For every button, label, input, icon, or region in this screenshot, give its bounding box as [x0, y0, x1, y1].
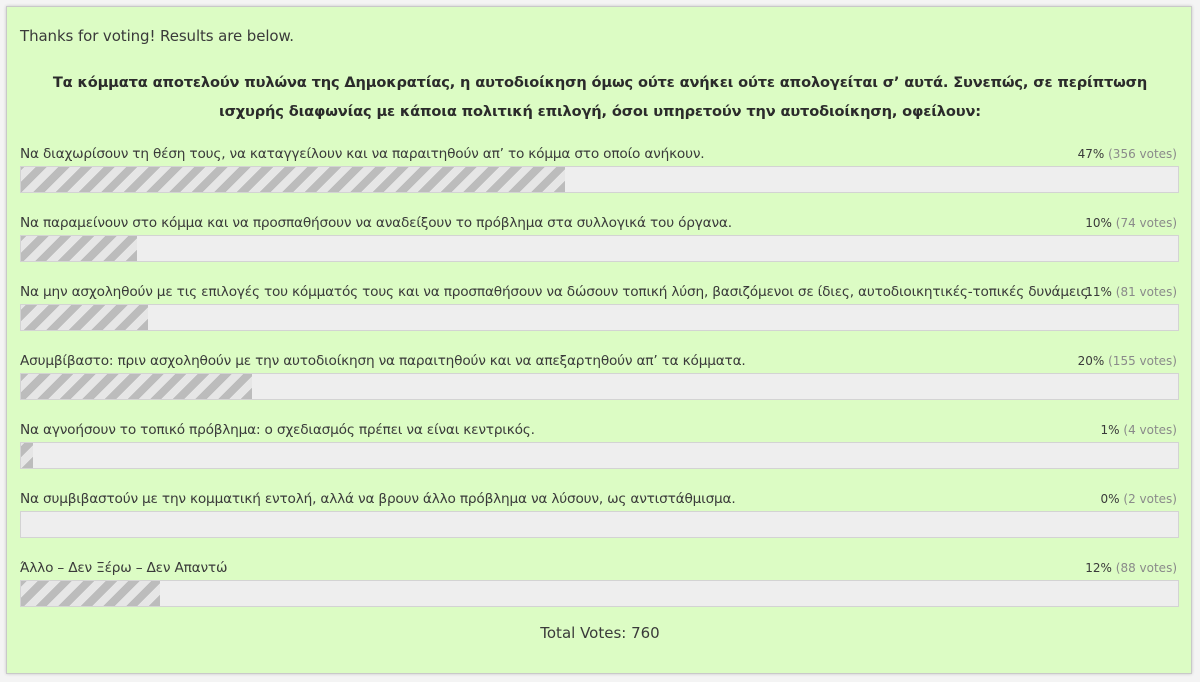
result-bar: [20, 511, 1179, 538]
answer-percent: 20%: [1077, 354, 1105, 368]
answer-votes: (88 votes): [1115, 561, 1177, 575]
answer-result: [1085, 285, 1177, 299]
answer-result: [1101, 423, 1177, 437]
answer-item: [20, 560, 1179, 620]
result-bar-fill: [21, 236, 137, 261]
answer-item: [20, 353, 1179, 413]
result-bar: [20, 442, 1179, 469]
answer-result: [1085, 216, 1177, 230]
answer-votes: (155 votes): [1108, 354, 1177, 368]
result-bar-fill: [21, 443, 33, 468]
answer-percent: 10%: [1085, 216, 1112, 230]
result-bar: [20, 166, 1179, 193]
answer-item: [20, 146, 1179, 206]
answer-label: Άλλο – Δεν Ξέρω – Δεν Απαντώ: [20, 560, 228, 576]
thanks-message: Thanks for voting! Results are below.: [20, 27, 294, 45]
answer-votes: (4 votes): [1123, 423, 1177, 437]
result-bar: [20, 304, 1179, 331]
answer-votes: (356 votes): [1108, 147, 1177, 161]
total-votes: Total Votes: 760: [540, 624, 660, 642]
answer-votes: (2 votes): [1123, 492, 1177, 506]
result-bar-fill: [21, 581, 160, 606]
answer-percent: 12%: [1085, 561, 1112, 575]
answer-percent: 0%: [1100, 492, 1120, 506]
answer-item: [20, 215, 1179, 275]
answer-result: [1085, 561, 1177, 575]
result-bar-fill: [21, 374, 252, 399]
result-bar: [20, 580, 1179, 607]
answer-result: [1101, 492, 1177, 506]
answer-label: Να διαχωρίσουν τη θέση τους, να καταγγείλουν και να παραιτηθούν απ’ το κόμμα στο οποίο ανήκουν.: [20, 146, 705, 162]
answer-label: Να παραμείνουν στο κόμμα και να προσπαθήσουν να αναδείξουν το πρόβλημα στα συλλογικά του όργανα.: [20, 215, 732, 231]
poll-question: Τα κόμματα αποτελούν πυλώνα της Δημοκρατίας, η αυτοδιοίκηση όμως ούτε ανήκει ούτε απολογείται σ’ αυτά. Συνεπώς, σε περίπτωση ισχυρής διαφωνίας με κάποια πολιτική επιλογή, όσοι υπηρετούν την αυτοδιοίκηση, οφείλουν:: [52, 74, 1148, 120]
answer-result: [1078, 147, 1177, 161]
answer-votes: (74 votes): [1115, 216, 1177, 230]
result-bar: [20, 373, 1179, 400]
result-bar: [20, 235, 1179, 262]
answer-percent: 11%: [1085, 285, 1112, 299]
answer-item: [20, 491, 1179, 551]
result-bar-fill: [21, 305, 148, 330]
answer-percent: 47%: [1077, 147, 1105, 161]
answer-item: [20, 284, 1179, 344]
answer-label: Να μην ασχοληθούν με τις επιλογές του κόμματός τους και να προσπαθήσουν να δώσουν τοπική λύση, βασιζόμενοι σε ίδιες, αυτοδιοικητικές-τοπικές δυνάμεις.: [20, 284, 1093, 300]
poll-results-panel: [6, 6, 1192, 674]
answer-item: [20, 422, 1179, 482]
answer-label: Ασυμβίβαστο: πριν ασχοληθούν με την αυτοδιοίκηση να παραιτηθούν και να απεξαρτηθούν απ’ τα κόμματα.: [20, 353, 746, 369]
answer-label: Να συμβιβαστούν με την κομματική εντολή, αλλά να βρουν άλλο πρόβλημα να λύσουν, ως αντιστάθμισμα.: [20, 491, 736, 507]
answer-label: Να αγνοήσουν το τοπικό πρόβλημα: ο σχεδιασμός πρέπει να είναι κεντρικός.: [20, 422, 535, 438]
answer-percent: 1%: [1100, 423, 1120, 437]
result-bar-fill: [21, 167, 565, 192]
answer-result: [1078, 354, 1177, 368]
answer-votes: (81 votes): [1115, 285, 1177, 299]
